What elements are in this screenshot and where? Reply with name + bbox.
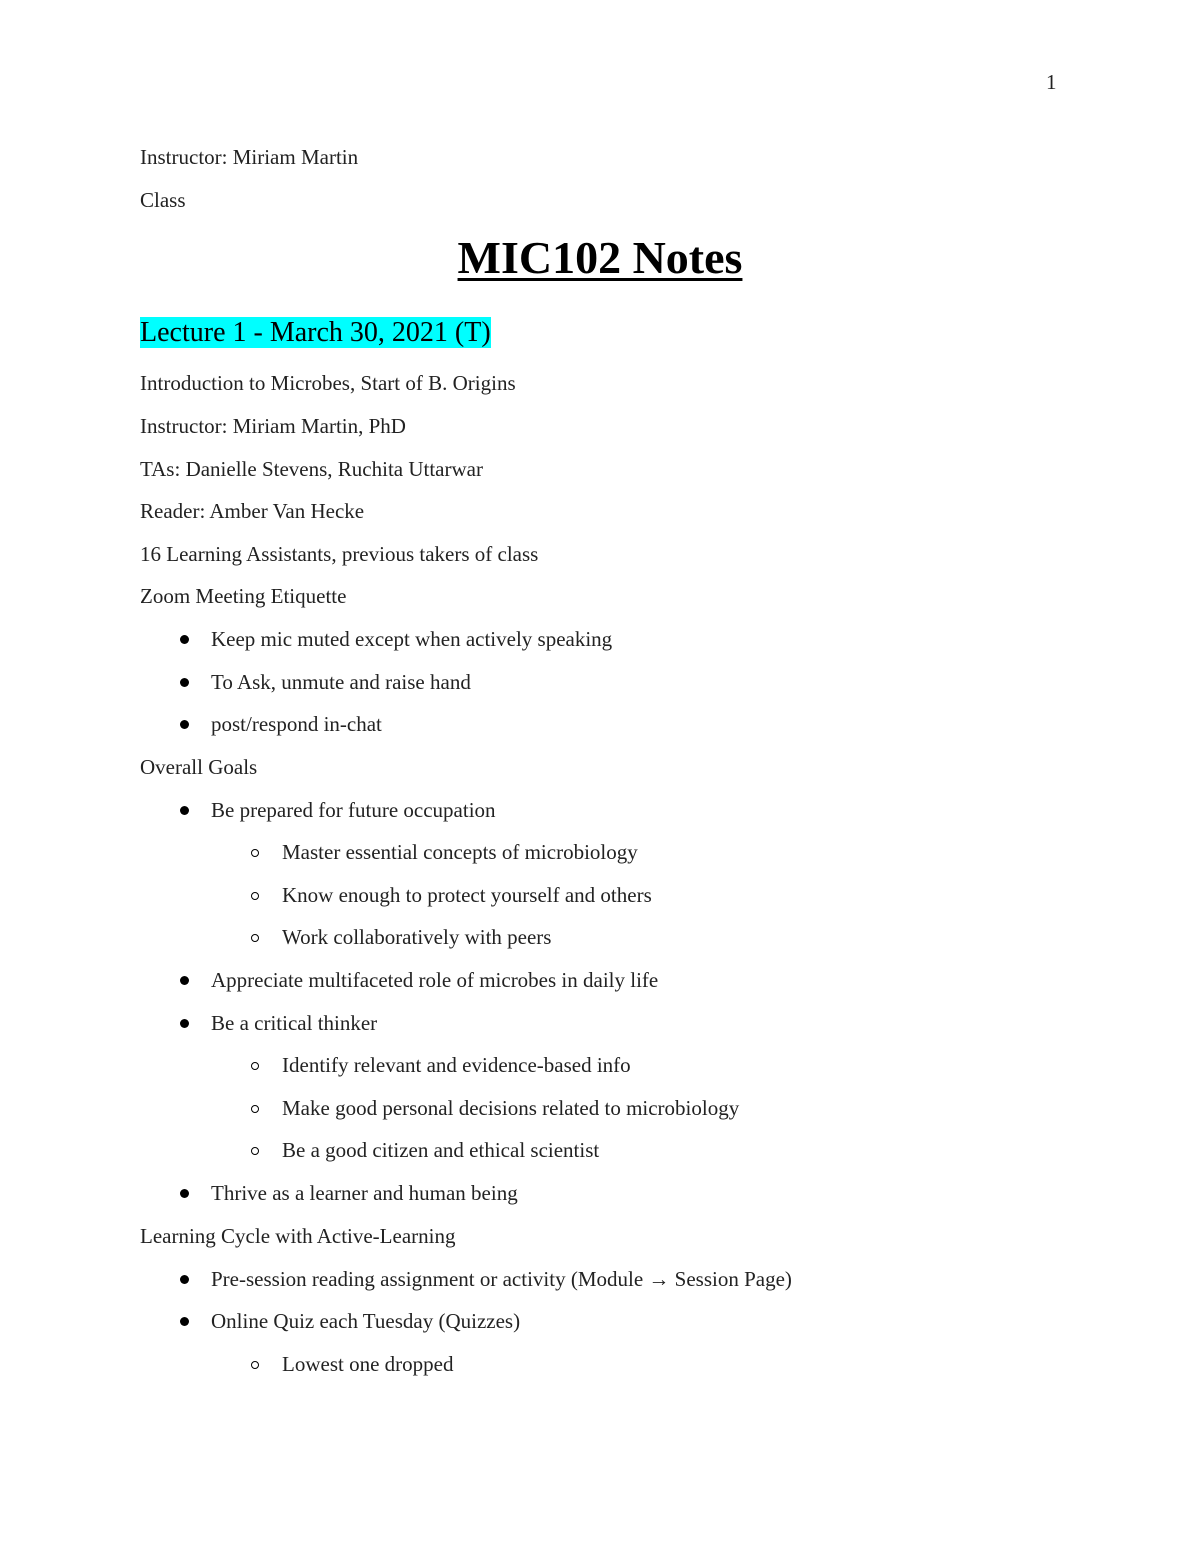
sub-bullet-icon <box>249 890 261 902</box>
sub-list-item: Be a good citizen and ethical scientist <box>282 1138 600 1162</box>
section-heading-cycle: Learning Cycle with Active-Learning <box>140 1224 456 1248</box>
lecture-heading <box>140 315 491 351</box>
list-item: Thrive as a learner and human being <box>211 1181 518 1205</box>
sub-bullet-icon <box>249 1103 261 1115</box>
sub-bullet-icon <box>249 932 261 944</box>
list-item: Online Quiz each Tuesday (Quizzes) <box>211 1309 521 1333</box>
instructor-line: Instructor: Miriam Martin <box>140 145 359 169</box>
list-item: Be a critical thinker <box>211 1011 378 1035</box>
lecture-heading-text: Lecture 1 - March 30, 2021 (T) <box>140 317 491 348</box>
bullet-icon <box>178 1274 190 1286</box>
bullet-icon <box>178 975 190 987</box>
sub-list-item: Know enough to protect yourself and others <box>282 883 652 907</box>
list-item: Appreciate multifaceted role of microbes in daily life <box>211 968 659 992</box>
document-title-text: MIC102 Notes <box>457 232 743 283</box>
section-heading-goals: Overall Goals <box>140 755 258 779</box>
intro-line: Reader: Amber Van Hecke <box>140 499 365 523</box>
intro-line: Instructor: Miriam Martin, PhD <box>140 414 406 438</box>
sub-bullet-icon <box>249 1359 261 1371</box>
bullet-icon <box>178 677 190 689</box>
sub-bullet-icon <box>249 847 261 859</box>
sub-list-item: Make good personal decisions related to microbiology <box>282 1096 740 1120</box>
intro-line: 16 Learning Assistants, previous takers of class <box>140 542 539 566</box>
sub-list-item: Work collaboratively with peers <box>282 925 552 949</box>
list-item: post/respond in-chat <box>211 712 382 736</box>
sub-list-item: Lowest one dropped <box>282 1352 454 1376</box>
sub-list-item: Master essential concepts of microbiology <box>282 840 638 864</box>
sub-bullet-icon <box>249 1145 261 1157</box>
document-title <box>0 230 1200 286</box>
list-item: Pre-session reading assignment or activity (Module → Session Page) <box>211 1267 792 1291</box>
bullet-icon <box>178 1316 190 1328</box>
sub-list-item: Identify relevant and evidence-based info <box>282 1053 631 1077</box>
bullet-icon <box>178 1188 190 1200</box>
bullet-icon <box>178 1018 190 1030</box>
page-number: 1 <box>1046 70 1057 94</box>
section-heading-zoom: Zoom Meeting Etiquette <box>140 584 347 608</box>
intro-line: Introduction to Microbes, Start of B. Origins <box>140 371 516 395</box>
sub-bullet-icon <box>249 1060 261 1072</box>
bullet-icon <box>178 634 190 646</box>
intro-line: TAs: Danielle Stevens, Ruchita Uttarwar <box>140 457 483 481</box>
class-line: Class <box>140 188 186 212</box>
bullet-icon <box>178 719 190 731</box>
bullet-icon <box>178 805 190 817</box>
list-item: To Ask, unmute and raise hand <box>211 670 471 694</box>
list-item: Keep mic muted except when actively speaking <box>211 627 613 651</box>
list-item: Be prepared for future occupation <box>211 798 496 822</box>
